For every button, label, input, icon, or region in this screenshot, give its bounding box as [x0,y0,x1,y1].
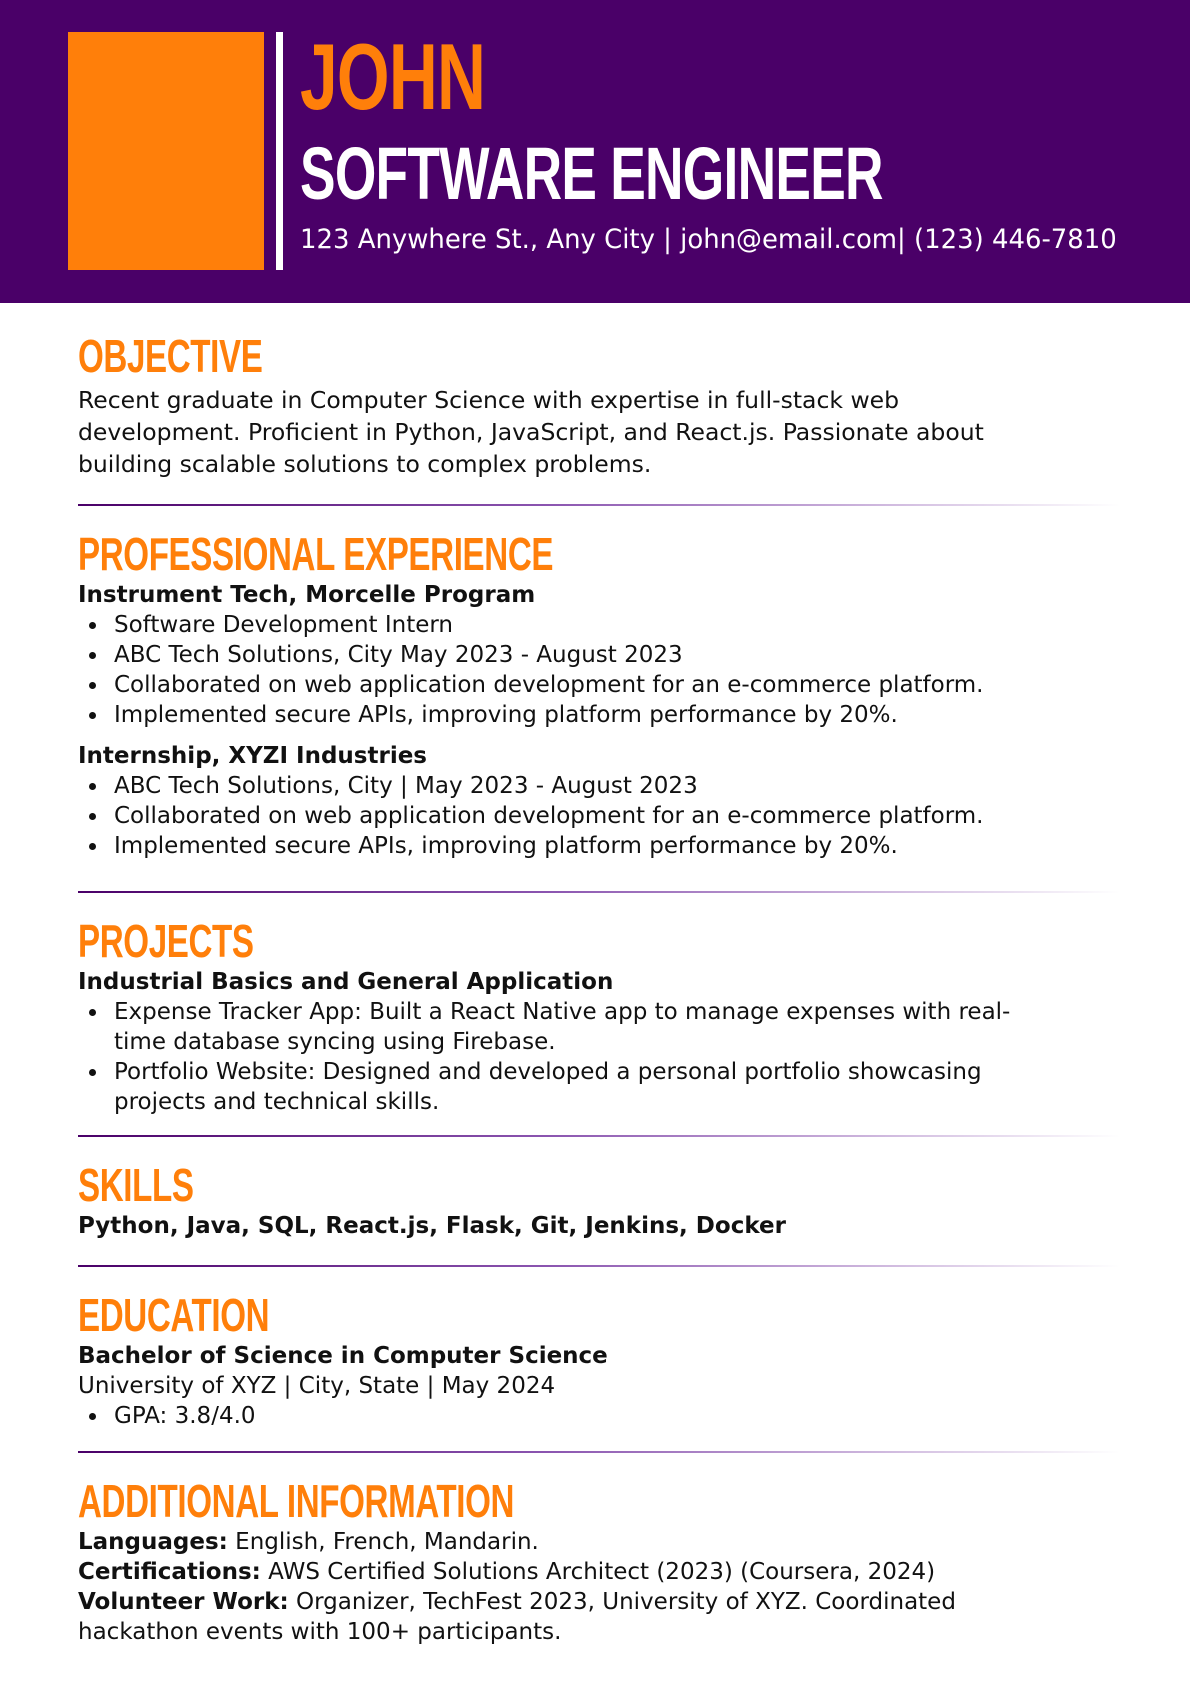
additional-section [78,1475,1120,1647]
list-item: Expense Tracker App: Built a React Native app to manage expenses with real-time database syncing using Firebase. [114,997,1038,1057]
objective-heading: OBJECTIVE [78,330,263,382]
list-item: GPA: 3.8/4.0 [114,1401,1120,1431]
resume-header [0,0,1190,303]
volunteer-line [78,1587,1078,1647]
list-item: Collaborated on web application development for an e-commerce platform. [114,801,1120,831]
candidate-name: JOHN [300,24,486,129]
project-group-title: Industrial Basics and General Application [78,969,614,995]
languages-label: Languages: [78,1529,228,1555]
project-bullets [78,997,1038,1117]
job-1-bullets [78,610,1120,730]
objective-section [78,330,1120,480]
photo-placeholder [68,32,264,270]
resume-body [78,330,1120,1647]
section-divider [78,1265,1120,1267]
list-item: ABC Tech Solutions, City | May 2023 - August 2023 [114,771,1120,801]
job-title-1: Instrument Tech, Morcelle Program [78,582,536,608]
certifications-label: Certifications: [78,1559,261,1585]
volunteer-label: Volunteer Work: [78,1589,289,1615]
projects-heading: PROJECTS [78,915,254,967]
projects-section [78,915,1120,1117]
section-divider [78,1451,1120,1453]
experience-heading: PROFESSIONAL EXPERIENCE [78,528,554,580]
list-item: Implemented secure APIs, improving platform performance by 20%. [114,700,1120,730]
job-title-2: Internship, XYZI Industries [78,743,427,769]
degree-title: Bachelor of Science in Computer Science [78,1343,608,1369]
certifications-line [78,1557,1120,1587]
list-item: Implemented secure APIs, improving platform performance by 20%. [114,831,1120,861]
list-item: Software Development Intern [114,610,1120,640]
list-item: Portfolio Website: Designed and developed a personal portfolio showcasing projects and technical skills. [114,1057,1038,1117]
additional-heading: ADDITIONAL INFORMATION [78,1475,515,1527]
education-heading: EDUCATION [78,1289,270,1341]
objective-text: Recent graduate in Computer Science with expertise in full-stack web development. Proficient in Python, JavaScript, and React.js. Passionate about building scalable solutions to complex problems. [78,386,984,478]
languages-line [78,1527,1120,1557]
experience-section [78,528,1120,861]
education-section [78,1289,1120,1431]
skills-list: Python, Java, SQL, React.js, Flask, Git, Jenkins, Docker [78,1213,786,1239]
languages-value: English, French, Mandarin. [227,1529,539,1555]
list-item: Collaborated on web application development for an e-commerce platform. [114,670,1120,700]
education-bullets [78,1401,1120,1431]
school-info: University of XYZ | City, State | May 2024 [78,1373,556,1399]
volunteer-value: Organizer, TechFest 2023, University of XYZ. Coordinated hackathon events with 100+ participants. [78,1589,956,1645]
section-divider [78,504,1120,506]
list-item: ABC Tech Solutions, City May 2023 - August 2023 [114,640,1120,670]
job-title: SOFTWARE ENGINEER [300,132,883,215]
certifications-value: AWS Certified Solutions Architect (2023) (Coursera, 2024) [260,1559,936,1585]
header-divider-bar [276,32,283,270]
section-divider [78,1135,1120,1137]
skills-section [78,1159,1120,1241]
section-divider [78,891,1120,893]
contact-info: 123 Anywhere St., Any City | john@email.com| (123) 446-7810 [300,224,1117,255]
job-2-bullets [78,771,1120,861]
skills-heading: SKILLS [78,1159,194,1211]
